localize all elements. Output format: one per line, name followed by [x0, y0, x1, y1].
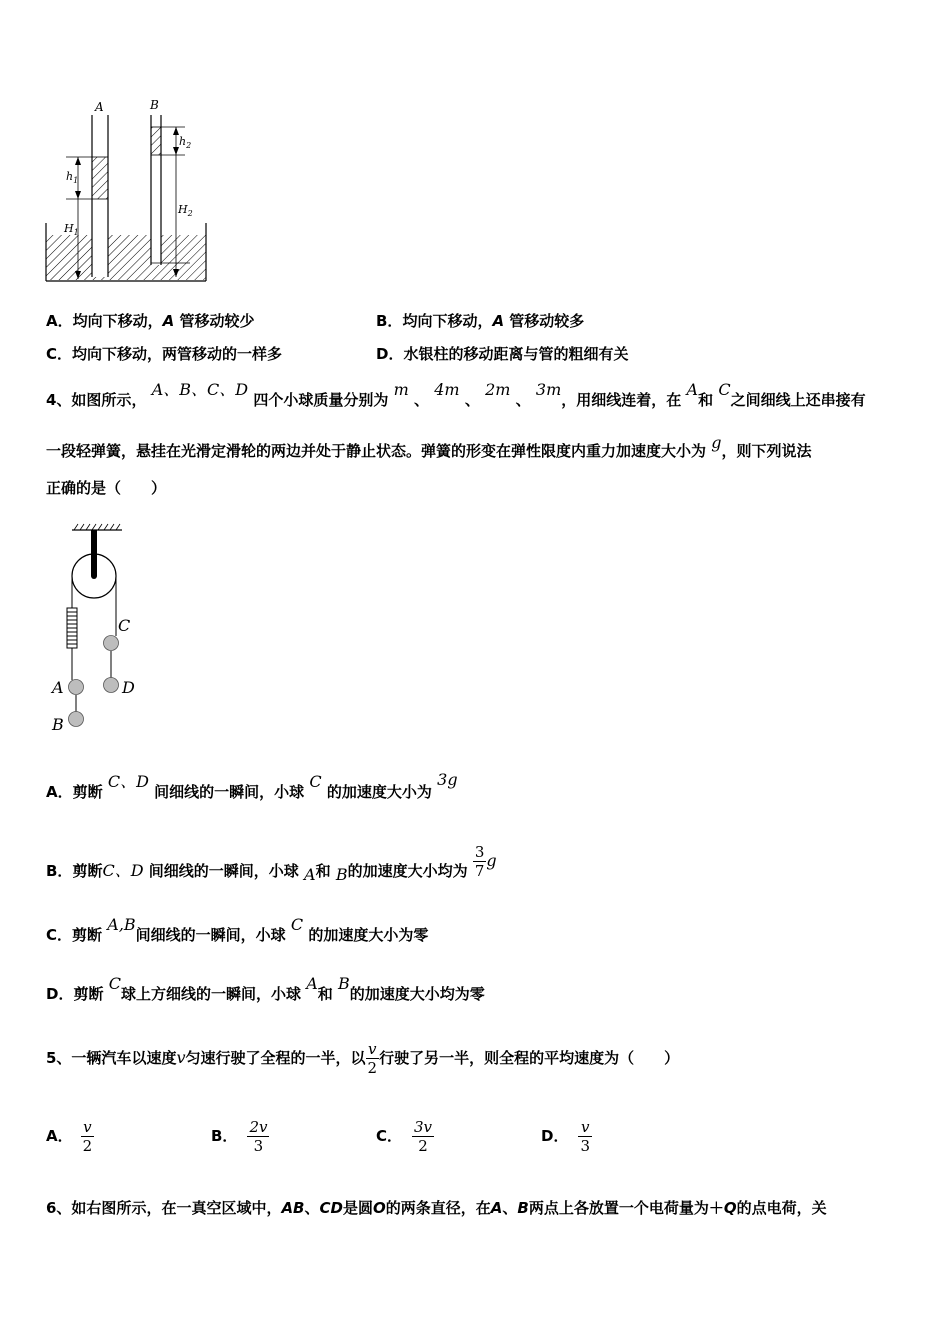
- q3-option-b[interactable]: B．均向下移动，A 管移动较多: [376, 312, 585, 330]
- q6-stem: 6、如右图所示，在一真空区域中，AB、CD是圆O的两条直径，在A、B两点上各放置一个电荷量为＋Q的点电荷，关: [46, 1199, 827, 1217]
- q4-stem-line3: 正确的是（ ）: [46, 479, 167, 497]
- svg-text:H2: $H_2$: [178, 203, 193, 218]
- q5-option-b[interactable]: B． $\frac{2v}{3}$: [211, 1118, 268, 1155]
- q4-stem-line2: 一段轻弹簧，悬挂在光滑定滑轮的两边并处于静止状态。弹簧的形变在弹性限度内重力加速度大小为 g，则下列说法: [46, 433, 812, 460]
- label-b: B: [52, 715, 64, 734]
- svg-text:H1: $H_1$: [64, 222, 79, 237]
- q4-option-b[interactable]: B．剪断C、D 间细线的一瞬间，小球 A和 B的加速度大小均为 $\frac{3}{7}$ g: [46, 843, 497, 884]
- ball-d: [104, 678, 119, 693]
- tube-a-label: A: [95, 100, 104, 114]
- tubes-figure: [40, 95, 215, 285]
- q4-option-a[interactable]: A．剪断 C、D 间细线的一瞬间，小球 C 的加速度大小为 3g: [46, 770, 458, 801]
- ball-a: [69, 680, 84, 695]
- mercury-column-b: [151, 127, 161, 155]
- q5-option-d[interactable]: D． $\frac{v}{3}$: [541, 1118, 590, 1155]
- fraction-3-7: $\frac{3}{7}$: [474, 843, 485, 880]
- tube-b-label: B: [150, 98, 159, 112]
- mercury-basin: [46, 235, 206, 280]
- q5-stem: 5、一辆汽车以速度v匀速行驶了全程的一半，以 $\frac{v}{2}$ 行驶了另一半，则全程的平均速度为（ ）: [46, 1040, 680, 1077]
- svg-text:h1: $h_1$: [66, 170, 79, 185]
- q4-stem-line1: 4、如图所示， A、B、C、D 四个小球质量分别为 m 、 4m 、 2m 、 3m，用细线连着，在 A和 C之间细线上还串接有: [46, 380, 866, 409]
- fraction-v-2: $\frac{v}{2}$: [367, 1040, 378, 1077]
- q4-option-c[interactable]: C．剪断 A,B间细线的一瞬间，小球 C 的加速度大小为零: [46, 915, 429, 944]
- q3-option-d[interactable]: D．水银柱的移动距离与管的粗细有关: [376, 345, 629, 363]
- q3-option-a[interactable]: A．均向下移动，A 管移动较少: [46, 312, 255, 330]
- svg-text:h2: $h_2$: [179, 135, 192, 150]
- label-c: C: [118, 616, 131, 635]
- spring: [67, 608, 77, 648]
- label-a: A: [52, 678, 64, 697]
- pulley-figure: [44, 520, 154, 735]
- q4-option-d[interactable]: D．剪断 C球上方细线的一瞬间，小球 A和 B的加速度大小均为零: [46, 974, 485, 1003]
- mercury-column-a: [92, 157, 108, 199]
- ball-b: [69, 712, 84, 727]
- ball-c: [104, 636, 119, 651]
- label-d: D: [122, 678, 135, 697]
- q5-option-a[interactable]: A． $\frac{v}{2}$: [46, 1118, 93, 1155]
- q3-option-c[interactable]: C．均向下移动，两管移动的一样多: [46, 345, 283, 363]
- q5-option-c[interactable]: C． $\frac{3v}{2}$: [376, 1118, 433, 1155]
